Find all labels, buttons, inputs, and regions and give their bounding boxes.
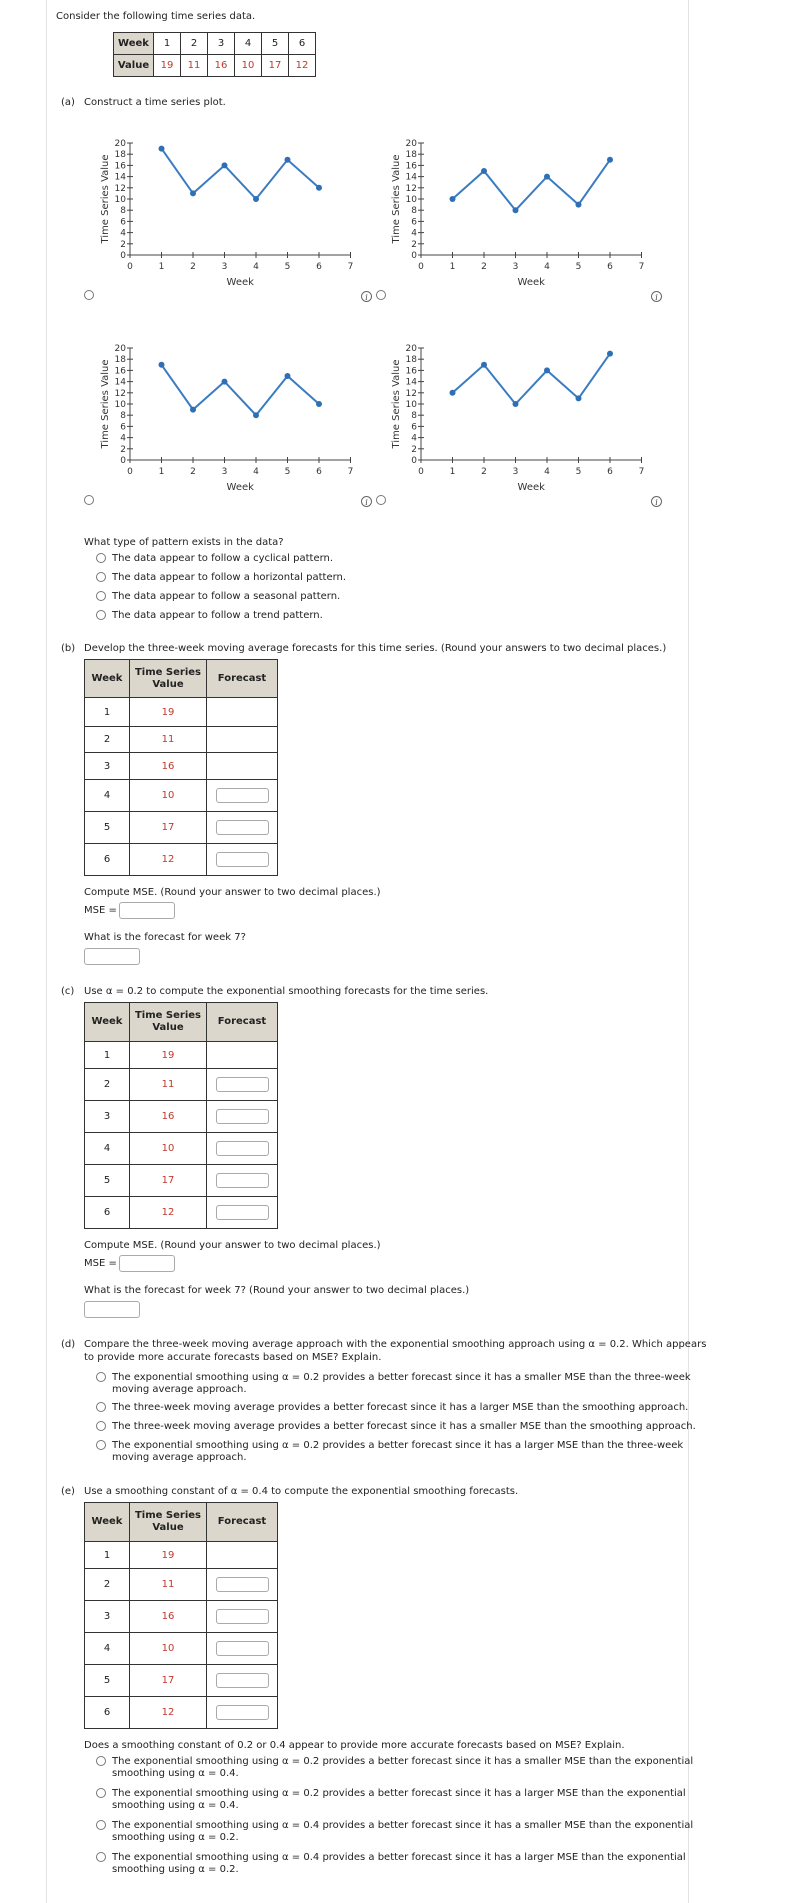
week-cell: 3 [208, 33, 235, 55]
data-point [576, 395, 582, 401]
forecast-cell [207, 1542, 278, 1569]
table-row [85, 812, 278, 844]
plot-option-2-radio[interactable] [376, 290, 386, 300]
data-point [513, 401, 519, 407]
x-tick-label: 3 [221, 262, 228, 272]
forecast-input[interactable] [216, 1705, 269, 1720]
y-tick-label: 2 [120, 239, 126, 250]
option-label-cont: smoothing using α = 0.4. [112, 1800, 239, 1811]
series-line [162, 149, 320, 199]
x-tick-label: 6 [607, 262, 613, 272]
radio-button[interactable] [96, 1421, 106, 1431]
table-row [85, 1197, 278, 1229]
value-cell: 16 [130, 1101, 207, 1133]
y-axis-title: Time Series Value [100, 154, 111, 244]
x-tick-label: 5 [284, 467, 291, 477]
forecast-cell [207, 780, 278, 812]
option-label-cont: smoothing using α = 0.4. [112, 1768, 239, 1779]
table-row [85, 844, 278, 876]
col-value-line1: Time Series [134, 1010, 201, 1021]
part-c-label: (c) [61, 986, 75, 997]
forecast-cell [207, 727, 278, 753]
pattern-question: What type of pattern exists in the data? [84, 537, 284, 548]
x-axis-title: Week [226, 482, 254, 493]
series-line [453, 354, 611, 404]
value-cell: 19 [130, 698, 207, 727]
radio-button[interactable] [96, 1402, 106, 1412]
week-header: Week [114, 33, 154, 55]
week-cell: 3 [85, 753, 130, 780]
value-cell: 11 [130, 1069, 207, 1101]
week-cell: 6 [85, 1197, 130, 1229]
x-axis-title: Week [517, 482, 545, 493]
y-tick-label: 18 [405, 355, 417, 366]
data-point [450, 390, 456, 396]
part-c-prompt: Use α = 0.2 to compute the exponential smoothing forecasts for the time series. [84, 986, 489, 997]
y-tick-label: 16 [114, 161, 126, 172]
y-tick-label: 12 [405, 388, 417, 399]
part-a-prompt: Construct a time series plot. [84, 97, 226, 108]
data-point [285, 373, 291, 379]
col-week: Week [85, 660, 130, 698]
value-cell: 16 [130, 753, 207, 780]
y-tick-label: 12 [114, 388, 126, 399]
data-point [607, 351, 613, 357]
week-cell: 6 [289, 33, 316, 55]
week-cell: 4 [85, 1633, 130, 1665]
week-cell: 4 [235, 33, 262, 55]
y-tick-label: 0 [120, 251, 126, 261]
week-cell: 1 [85, 1542, 130, 1569]
part-e-question: Does a smoothing constant of 0.2 or 0.4 appear to provide more accurate forecasts based on MSE? Explain. [84, 1740, 625, 1751]
option-label: The data appear to follow a cyclical pattern. [112, 553, 334, 564]
y-tick-label: 14 [114, 172, 126, 183]
forecast-cell [207, 1633, 278, 1665]
part-e-label: (e) [61, 1486, 75, 1497]
forecast-cell [207, 698, 278, 727]
value-cell: 17 [130, 1665, 207, 1697]
y-tick-label: 4 [411, 228, 417, 239]
time-series-plot-option-4 [386, 320, 656, 510]
forecast-input[interactable] [216, 1641, 269, 1656]
series-line [162, 365, 320, 415]
forecast-cell [207, 1101, 278, 1133]
forecast-input[interactable] [216, 1173, 269, 1188]
week-cell: 1 [154, 33, 181, 55]
table-row [85, 1697, 278, 1729]
x-tick-label: 2 [190, 262, 196, 272]
x-tick-label: 1 [449, 467, 456, 477]
col-value-line1: Time Series [134, 1510, 201, 1521]
x-tick-label: 5 [575, 467, 582, 477]
y-axis-title: Time Series Value [391, 154, 402, 244]
part-d-prompt-line1: Compare the three-week moving average approach with the exponential smoothing approach using α = 0.2. Which appears [84, 1339, 707, 1350]
mse-input[interactable] [119, 1255, 175, 1272]
y-tick-label: 16 [405, 366, 417, 377]
part-b-label: (b) [61, 643, 76, 654]
forecast-input[interactable] [216, 1609, 269, 1624]
col-value-line2: Value [152, 1522, 184, 1533]
data-point [159, 362, 165, 368]
x-tick-label: 7 [638, 467, 645, 477]
intro-text: Consider the following time series data. [56, 11, 256, 22]
y-tick-label: 16 [114, 366, 126, 377]
y-tick-label: 6 [120, 217, 126, 228]
forecast-cell [207, 753, 278, 780]
info-icon[interactable]: i [651, 496, 662, 507]
value-cell: 11 [130, 727, 207, 753]
x-tick-label: 6 [316, 467, 322, 477]
value-cell: 10 [130, 1133, 207, 1165]
forecast-cell [207, 1697, 278, 1729]
forecast-cell [207, 1665, 278, 1697]
radio-button[interactable] [96, 1756, 106, 1766]
y-tick-label: 2 [411, 239, 417, 250]
time-series-plot-option-3 [95, 320, 365, 510]
forecast-input[interactable] [216, 788, 269, 803]
forecast-input[interactable] [216, 852, 269, 867]
value-header: Value [114, 55, 154, 77]
y-tick-label: 0 [411, 456, 417, 466]
col-week: Week [85, 1503, 130, 1542]
part-b-mse-prompt: Compute MSE. (Round your answer to two decimal places.) [84, 887, 381, 898]
time-series-plot-option-1 [95, 115, 365, 305]
radio-button[interactable] [96, 1788, 106, 1798]
part-d-label: (d) [61, 1339, 76, 1350]
y-tick-label: 10 [405, 195, 417, 205]
x-tick-label: 0 [418, 262, 424, 272]
forecast-input[interactable] [216, 1577, 269, 1592]
option-label-cont: smoothing using α = 0.2. [112, 1864, 239, 1875]
data-point [481, 168, 487, 174]
data-point [190, 407, 196, 413]
y-tick-label: 6 [411, 422, 417, 433]
forecast-input[interactable] [216, 1141, 269, 1156]
week-cell: 5 [85, 812, 130, 844]
table-row [85, 1101, 278, 1133]
x-tick-label: 5 [575, 262, 582, 272]
col-value-line2: Value [152, 1022, 184, 1033]
y-tick-label: 16 [405, 161, 417, 172]
y-tick-label: 0 [120, 456, 126, 466]
y-tick-label: 10 [114, 195, 126, 205]
plot-option-4-radio[interactable] [376, 495, 386, 505]
radio-button[interactable] [96, 572, 106, 582]
exp-smoothing-table-0.4 [84, 1502, 278, 1729]
part-d-prompt-line2: to provide more accurate forecasts based on MSE? Explain. [84, 1352, 382, 1363]
x-tick-label: 2 [190, 467, 196, 477]
forecast-cell [207, 1197, 278, 1229]
info-icon[interactable]: i [361, 291, 372, 302]
y-tick-label: 18 [114, 355, 126, 366]
x-tick-label: 7 [347, 467, 354, 477]
y-tick-label: 20 [405, 139, 417, 149]
x-tick-label: 4 [253, 467, 259, 477]
x-axis-title: Week [517, 277, 545, 288]
part-e-prompt: Use a smoothing constant of α = 0.4 to compute the exponential smoothing forecasts. [84, 1486, 519, 1497]
y-tick-label: 20 [114, 139, 126, 149]
y-tick-label: 4 [411, 433, 417, 444]
table-row [85, 1542, 278, 1569]
part-c-week7-prompt: What is the forecast for week 7? (Round your answer to two decimal places.) [84, 1285, 470, 1296]
data-point [544, 367, 550, 373]
forecast-cell [207, 844, 278, 876]
x-axis-title: Week [226, 277, 254, 288]
y-tick-label: 2 [411, 444, 417, 455]
col-value-line2: Value [152, 678, 184, 690]
data-point [285, 157, 291, 163]
part-c-mse-prompt: Compute MSE. (Round your answer to two decimal places.) [84, 1240, 381, 1251]
option-label-cont: smoothing using α = 0.2. [112, 1832, 239, 1843]
radio-button[interactable] [96, 1852, 106, 1862]
week-cell: 1 [85, 698, 130, 727]
radio-button[interactable] [96, 1440, 106, 1450]
col-week: Week [85, 1003, 130, 1042]
table-row [85, 698, 278, 727]
option-label: The exponential smoothing using α = 0.4 provides a better forecast since it has a larger MSE than the exponential [112, 1852, 686, 1863]
value-cell: 17 [130, 812, 207, 844]
value-cell: 19 [154, 55, 181, 77]
table-row [85, 1069, 278, 1101]
y-tick-label: 20 [114, 344, 126, 354]
option-label: The exponential smoothing using α = 0.2 provides a better forecast since it has a larger MSE than the three-week [112, 1440, 684, 1451]
value-cell: 16 [208, 55, 235, 77]
col-value-line1: Time Series [134, 666, 201, 678]
col-value [130, 1503, 207, 1542]
exp-smoothing-table-0.2 [84, 1002, 278, 1229]
part-b-week7-prompt: What is the forecast for week 7? [84, 932, 246, 943]
forecast-input[interactable] [216, 1109, 269, 1124]
data-point [316, 185, 322, 191]
data-point [222, 379, 228, 385]
option-label: The exponential smoothing using α = 0.2 provides a better forecast since it has a larger MSE than the exponential [112, 1788, 686, 1799]
x-tick-label: 1 [449, 262, 456, 272]
y-tick-label: 12 [114, 183, 126, 194]
data-point [190, 190, 196, 196]
y-tick-label: 8 [411, 411, 417, 422]
week7-forecast-input[interactable] [84, 948, 140, 965]
col-forecast: Forecast [207, 660, 278, 698]
part-a-label: (a) [61, 97, 75, 108]
option-label: The data appear to follow a trend pattern. [112, 610, 323, 621]
value-cell: 19 [130, 1542, 207, 1569]
option-label-cont: moving average approach. [112, 1384, 247, 1395]
data-table [113, 32, 316, 77]
option-label: The exponential smoothing using α = 0.2 provides a better forecast since it has a smaller MSE than the three-week [112, 1372, 691, 1383]
value-cell: 12 [130, 1697, 207, 1729]
x-tick-label: 7 [347, 262, 354, 272]
value-cell: 17 [262, 55, 289, 77]
week-cell: 2 [85, 1569, 130, 1601]
table-row [85, 780, 278, 812]
value-cell: 10 [235, 55, 262, 77]
x-tick-label: 4 [544, 467, 550, 477]
y-axis-title: Time Series Value [391, 359, 402, 449]
col-value [130, 1003, 207, 1042]
forecast-input[interactable] [216, 1205, 269, 1220]
data-point [607, 157, 613, 163]
value-cell: 19 [130, 1042, 207, 1069]
col-value [130, 660, 207, 698]
y-tick-label: 8 [120, 206, 126, 217]
x-tick-label: 6 [316, 262, 322, 272]
x-tick-label: 3 [512, 467, 519, 477]
radio-button[interactable] [96, 553, 106, 563]
y-tick-label: 6 [411, 217, 417, 228]
forecast-cell [207, 1042, 278, 1069]
y-tick-label: 18 [405, 150, 417, 161]
week-cell: 6 [85, 844, 130, 876]
part-b-mse-label: MSE = [84, 905, 117, 916]
forecast-cell [207, 1569, 278, 1601]
week-cell: 5 [85, 1665, 130, 1697]
table-row [85, 1633, 278, 1665]
option-label: The data appear to follow a seasonal pattern. [112, 591, 341, 602]
part-b-prompt: Develop the three-week moving average forecasts for this time series. (Round your answers to two decimal places.) [84, 643, 667, 654]
plot-option-3-radio[interactable] [84, 495, 94, 505]
option-label-cont: moving average approach. [112, 1452, 247, 1463]
y-tick-label: 6 [120, 422, 126, 433]
radio-button[interactable] [96, 591, 106, 601]
y-tick-label: 14 [114, 377, 126, 388]
value-cell: 11 [181, 55, 208, 77]
forecast-input[interactable] [216, 1077, 269, 1092]
col-forecast: Forecast [207, 1503, 278, 1542]
forecast-cell [207, 1601, 278, 1633]
x-tick-label: 2 [481, 467, 487, 477]
mse-input[interactable] [119, 902, 175, 919]
value-cell: 12 [130, 844, 207, 876]
series-line [453, 160, 611, 210]
y-tick-label: 10 [114, 400, 126, 410]
radio-button[interactable] [96, 610, 106, 620]
option-label: The exponential smoothing using α = 0.4 provides a better forecast since it has a smaller MSE than the exponential [112, 1820, 694, 1831]
radio-button[interactable] [96, 1372, 106, 1382]
info-icon[interactable]: i [361, 496, 372, 507]
x-tick-label: 0 [127, 262, 133, 272]
value-cell: 11 [130, 1569, 207, 1601]
y-tick-label: 20 [405, 344, 417, 354]
x-tick-label: 3 [512, 262, 519, 272]
x-tick-label: 1 [158, 262, 165, 272]
table-row [85, 1601, 278, 1633]
col-forecast: Forecast [207, 1003, 278, 1042]
week-cell: 5 [85, 1165, 130, 1197]
info-icon[interactable]: i [651, 291, 662, 302]
value-cell: 12 [130, 1197, 207, 1229]
x-tick-label: 0 [418, 467, 424, 477]
time-series-plot-option-2 [386, 115, 656, 305]
forecast-input[interactable] [216, 1673, 269, 1688]
data-point [481, 362, 487, 368]
y-tick-label: 4 [120, 228, 126, 239]
y-tick-label: 4 [120, 433, 126, 444]
data-point [253, 412, 259, 418]
forecast-input[interactable] [216, 820, 269, 835]
x-tick-label: 4 [253, 262, 259, 272]
table-row [85, 1042, 278, 1069]
table-row [85, 753, 278, 780]
y-tick-label: 10 [405, 400, 417, 410]
week-cell: 4 [85, 1133, 130, 1165]
option-label: The exponential smoothing using α = 0.2 provides a better forecast since it has a smaller MSE than the exponential [112, 1756, 694, 1767]
value-cell: 16 [130, 1601, 207, 1633]
x-tick-label: 6 [607, 467, 613, 477]
forecast-cell [207, 1165, 278, 1197]
data-point [450, 196, 456, 202]
table-row [85, 727, 278, 753]
data-point [544, 174, 550, 180]
data-point [316, 401, 322, 407]
moving-average-table [84, 659, 278, 876]
value-cell: 10 [130, 1633, 207, 1665]
week-cell: 3 [85, 1601, 130, 1633]
x-tick-label: 5 [284, 262, 291, 272]
data-point [253, 196, 259, 202]
y-axis-title: Time Series Value [100, 359, 111, 449]
forecast-cell [207, 1133, 278, 1165]
option-label: The data appear to follow a horizontal pattern. [112, 572, 347, 583]
forecast-cell [207, 1069, 278, 1101]
table-row [85, 1569, 278, 1601]
data-point [222, 162, 228, 168]
y-tick-label: 14 [405, 172, 417, 183]
option-label: The three-week moving average provides a better forecast since it has a larger MSE than the smoothing approach. [112, 1402, 689, 1413]
y-tick-label: 12 [405, 183, 417, 194]
forecast-cell [207, 812, 278, 844]
radio-button[interactable] [96, 1820, 106, 1830]
y-tick-label: 8 [411, 206, 417, 217]
x-tick-label: 2 [481, 262, 487, 272]
week-cell: 6 [85, 1697, 130, 1729]
week7-forecast-input[interactable] [84, 1301, 140, 1318]
x-tick-label: 3 [221, 467, 228, 477]
value-cell: 10 [130, 780, 207, 812]
x-tick-label: 1 [158, 467, 165, 477]
plot-option-1-radio[interactable] [84, 290, 94, 300]
y-tick-label: 2 [120, 444, 126, 455]
week-cell: 4 [85, 780, 130, 812]
y-tick-label: 14 [405, 377, 417, 388]
part-c-mse-label: MSE = [84, 1258, 117, 1269]
data-point [159, 146, 165, 152]
y-tick-label: 0 [411, 251, 417, 261]
value-cell: 17 [130, 1165, 207, 1197]
week-cell: 5 [262, 33, 289, 55]
week-cell: 3 [85, 1101, 130, 1133]
data-point [576, 202, 582, 208]
week-cell: 1 [85, 1042, 130, 1069]
y-tick-label: 18 [114, 150, 126, 161]
table-row [85, 1665, 278, 1697]
x-tick-label: 4 [544, 262, 550, 272]
value-cell: 12 [289, 55, 316, 77]
y-tick-label: 8 [120, 411, 126, 422]
table-row [85, 1133, 278, 1165]
week-cell: 2 [85, 1069, 130, 1101]
data-point [513, 207, 519, 213]
week-cell: 2 [85, 727, 130, 753]
x-tick-label: 0 [127, 467, 133, 477]
x-tick-label: 7 [638, 262, 645, 272]
table-row [85, 1165, 278, 1197]
week-cell: 2 [181, 33, 208, 55]
option-label: The three-week moving average provides a better forecast since it has a smaller MSE than the smoothing approach. [112, 1421, 696, 1432]
